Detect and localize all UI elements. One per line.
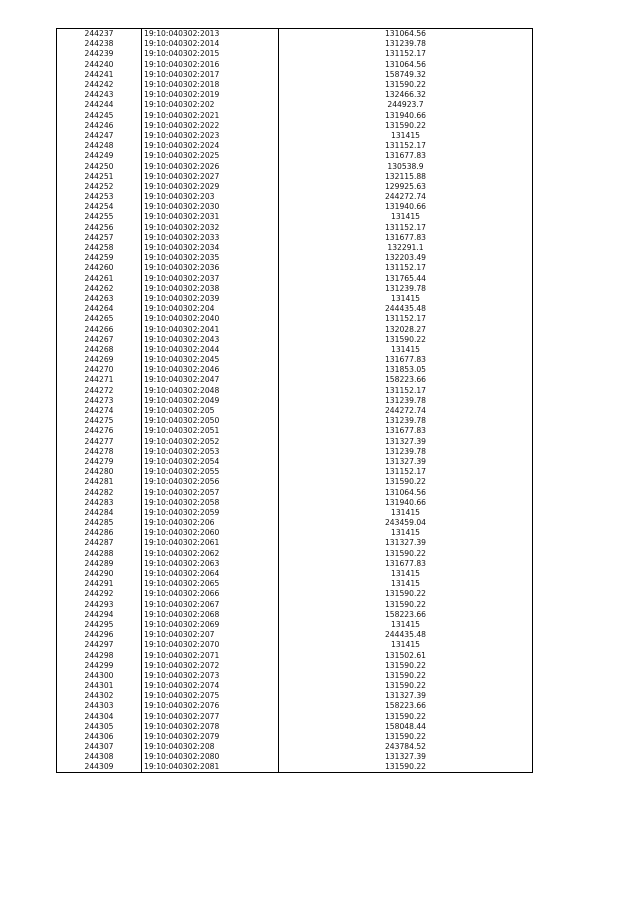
value-cell: 158048.44 <box>279 721 533 731</box>
row-number-cell: 244284 <box>57 507 142 517</box>
table-row <box>57 151 533 161</box>
table-row <box>57 681 533 691</box>
cadastral-number-cell: 19:10:040302:204 <box>142 304 279 314</box>
cadastral-number-cell: 19:10:040302:2047 <box>142 375 279 385</box>
table-row <box>57 752 533 762</box>
table-row <box>57 701 533 711</box>
table-row <box>57 365 533 375</box>
row-number-cell: 244300 <box>57 670 142 680</box>
row-number-cell: 244261 <box>57 273 142 283</box>
table-row <box>57 518 533 528</box>
value-cell: 158223.66 <box>279 701 533 711</box>
value-cell: 131415 <box>279 507 533 517</box>
table-row <box>57 141 533 151</box>
value-cell: 131152.17 <box>279 385 533 395</box>
table-row <box>57 69 533 79</box>
table-row <box>57 711 533 721</box>
row-number-cell: 244298 <box>57 650 142 660</box>
value-cell: 131327.39 <box>279 456 533 466</box>
cadastral-number-cell: 19:10:040302:2071 <box>142 650 279 660</box>
cadastral-number-cell: 19:10:040302:2045 <box>142 355 279 365</box>
row-number-cell: 244277 <box>57 436 142 446</box>
table-row <box>57 120 533 130</box>
row-number-cell: 244290 <box>57 568 142 578</box>
table-row <box>57 630 533 640</box>
cadastral-number-cell: 19:10:040302:2019 <box>142 90 279 100</box>
value-cell: 131415 <box>279 344 533 354</box>
table-row <box>57 640 533 650</box>
value-cell: 131940.66 <box>279 202 533 212</box>
value-cell: 158749.32 <box>279 69 533 79</box>
cadastral-number-cell: 19:10:040302:2043 <box>142 334 279 344</box>
row-number-cell: 244292 <box>57 589 142 599</box>
table-row <box>57 497 533 507</box>
row-number-cell: 244244 <box>57 100 142 110</box>
value-cell: 244923.7 <box>279 100 533 110</box>
table-row <box>57 344 533 354</box>
cadastral-number-cell: 19:10:040302:2072 <box>142 660 279 670</box>
value-cell: 131590.22 <box>279 660 533 670</box>
table-row <box>57 171 533 181</box>
table-row <box>57 405 533 415</box>
value-cell: 131590.22 <box>279 548 533 558</box>
row-number-cell: 244249 <box>57 151 142 161</box>
cadastral-number-cell: 19:10:040302:2059 <box>142 507 279 517</box>
value-cell: 131677.83 <box>279 355 533 365</box>
cadastral-number-cell: 19:10:040302:2048 <box>142 385 279 395</box>
value-cell: 129925.63 <box>279 181 533 191</box>
cadastral-number-cell: 19:10:040302:2076 <box>142 701 279 711</box>
value-cell: 130538.9 <box>279 161 533 171</box>
cadastral-number-cell: 19:10:040302:2049 <box>142 395 279 405</box>
value-cell: 244272.74 <box>279 192 533 202</box>
value-cell: 131415 <box>279 568 533 578</box>
value-cell: 132028.27 <box>279 324 533 334</box>
table-row <box>57 660 533 670</box>
value-cell: 131677.83 <box>279 426 533 436</box>
value-cell: 131590.22 <box>279 599 533 609</box>
cadastral-number-cell: 19:10:040302:2014 <box>142 39 279 49</box>
table-row <box>57 568 533 578</box>
value-cell: 131590.22 <box>279 79 533 89</box>
value-cell: 131152.17 <box>279 263 533 273</box>
table-row <box>57 507 533 517</box>
row-number-cell: 244296 <box>57 630 142 640</box>
cadastral-number-cell: 19:10:040302:2013 <box>142 29 279 39</box>
table-row <box>57 304 533 314</box>
cadastral-number-cell: 19:10:040302:2073 <box>142 670 279 680</box>
table-row <box>57 253 533 263</box>
row-number-cell: 244270 <box>57 365 142 375</box>
table-row <box>57 467 533 477</box>
row-number-cell: 244262 <box>57 283 142 293</box>
cadastral-number-cell: 19:10:040302:2053 <box>142 446 279 456</box>
row-number-cell: 244245 <box>57 110 142 120</box>
value-cell: 131064.56 <box>279 29 533 39</box>
value-cell: 131765.44 <box>279 273 533 283</box>
value-cell: 131590.22 <box>279 120 533 130</box>
value-cell: 131677.83 <box>279 232 533 242</box>
row-number-cell: 244308 <box>57 752 142 762</box>
value-cell: 243459.04 <box>279 518 533 528</box>
row-number-cell: 244297 <box>57 640 142 650</box>
row-number-cell: 244289 <box>57 558 142 568</box>
table-row <box>57 29 533 39</box>
cadastral-number-cell: 19:10:040302:2061 <box>142 538 279 548</box>
value-cell: 243784.52 <box>279 742 533 752</box>
row-number-cell: 244238 <box>57 39 142 49</box>
value-cell: 131940.66 <box>279 497 533 507</box>
row-number-cell: 244304 <box>57 711 142 721</box>
row-number-cell: 244303 <box>57 701 142 711</box>
row-number-cell: 244272 <box>57 385 142 395</box>
table-row <box>57 456 533 466</box>
row-number-cell: 244266 <box>57 324 142 334</box>
row-number-cell: 244260 <box>57 263 142 273</box>
row-number-cell: 244291 <box>57 579 142 589</box>
value-cell: 131590.22 <box>279 711 533 721</box>
table-row <box>57 181 533 191</box>
cadastral-number-cell: 19:10:040302:2069 <box>142 619 279 629</box>
row-number-cell: 244248 <box>57 141 142 151</box>
cadastral-number-cell: 19:10:040302:2046 <box>142 365 279 375</box>
table-row <box>57 334 533 344</box>
row-number-cell: 244274 <box>57 405 142 415</box>
table-row <box>57 609 533 619</box>
cadastral-number-cell: 19:10:040302:2067 <box>142 599 279 609</box>
table-row <box>57 202 533 212</box>
table-row <box>57 355 533 365</box>
value-cell: 244435.48 <box>279 630 533 640</box>
value-cell: 131415 <box>279 619 533 629</box>
value-cell: 131239.78 <box>279 446 533 456</box>
row-number-cell: 244239 <box>57 49 142 59</box>
row-number-cell: 244305 <box>57 721 142 731</box>
row-number-cell: 244280 <box>57 467 142 477</box>
row-number-cell: 244269 <box>57 355 142 365</box>
table-row <box>57 161 533 171</box>
row-number-cell: 244309 <box>57 762 142 772</box>
value-cell: 131590.22 <box>279 670 533 680</box>
value-cell: 132291.1 <box>279 242 533 252</box>
cadastral-number-cell: 19:10:040302:2050 <box>142 416 279 426</box>
cadastral-number-cell: 19:10:040302:202 <box>142 100 279 110</box>
value-cell: 131590.22 <box>279 762 533 772</box>
table-row <box>57 477 533 487</box>
row-number-cell: 244247 <box>57 130 142 140</box>
row-number-cell: 244279 <box>57 456 142 466</box>
cadastral-number-cell: 19:10:040302:2080 <box>142 752 279 762</box>
cadastral-number-cell: 19:10:040302:2018 <box>142 79 279 89</box>
table-row <box>57 385 533 395</box>
table-row <box>57 528 533 538</box>
value-cell: 244435.48 <box>279 304 533 314</box>
table-row <box>57 742 533 752</box>
table-row <box>57 130 533 140</box>
table-row <box>57 375 533 385</box>
row-number-cell: 244301 <box>57 681 142 691</box>
cadastral-number-cell: 19:10:040302:2036 <box>142 263 279 273</box>
table-row <box>57 731 533 741</box>
table-row <box>57 314 533 324</box>
cadastral-number-cell: 19:10:040302:2081 <box>142 762 279 772</box>
value-cell: 131239.78 <box>279 416 533 426</box>
cadastral-number-cell: 19:10:040302:2077 <box>142 711 279 721</box>
row-number-cell: 244275 <box>57 416 142 426</box>
row-number-cell: 244286 <box>57 528 142 538</box>
row-number-cell: 244271 <box>57 375 142 385</box>
cadastral-number-cell: 19:10:040302:2015 <box>142 49 279 59</box>
table-row <box>57 293 533 303</box>
table-row <box>57 721 533 731</box>
cadastral-number-cell: 19:10:040302:2065 <box>142 579 279 589</box>
row-number-cell: 244307 <box>57 742 142 752</box>
value-cell: 131327.39 <box>279 691 533 701</box>
row-number-cell: 244242 <box>57 79 142 89</box>
cadastral-number-cell: 19:10:040302:2075 <box>142 691 279 701</box>
row-number-cell: 244237 <box>57 29 142 39</box>
value-cell: 131064.56 <box>279 487 533 497</box>
row-number-cell: 244267 <box>57 334 142 344</box>
cadastral-number-cell: 19:10:040302:2027 <box>142 171 279 181</box>
value-cell: 131064.56 <box>279 59 533 69</box>
row-number-cell: 244243 <box>57 90 142 100</box>
value-cell: 131590.22 <box>279 589 533 599</box>
table-row <box>57 39 533 49</box>
table-row <box>57 395 533 405</box>
cadastral-number-cell: 19:10:040302:2033 <box>142 232 279 242</box>
cadastral-number-cell: 19:10:040302:2034 <box>142 242 279 252</box>
row-number-cell: 244294 <box>57 609 142 619</box>
row-number-cell: 244276 <box>57 426 142 436</box>
cadastral-number-cell: 19:10:040302:2041 <box>142 324 279 334</box>
value-cell: 131415 <box>279 640 533 650</box>
table-row <box>57 100 533 110</box>
cadastral-number-cell: 19:10:040302:2032 <box>142 222 279 232</box>
table-row <box>57 222 533 232</box>
value-cell: 131415 <box>279 528 533 538</box>
value-cell: 131590.22 <box>279 681 533 691</box>
row-number-cell: 244288 <box>57 548 142 558</box>
value-cell: 132203.49 <box>279 253 533 263</box>
cadastral-number-cell: 19:10:040302:2031 <box>142 212 279 222</box>
table-row <box>57 579 533 589</box>
cadastral-number-cell: 19:10:040302:2064 <box>142 568 279 578</box>
value-cell: 131327.39 <box>279 538 533 548</box>
row-number-cell: 244264 <box>57 304 142 314</box>
row-number-cell: 244282 <box>57 487 142 497</box>
cadastral-number-cell: 19:10:040302:2079 <box>142 731 279 741</box>
value-cell: 131327.39 <box>279 436 533 446</box>
row-number-cell: 244287 <box>57 538 142 548</box>
value-cell: 131415 <box>279 130 533 140</box>
value-cell: 131940.66 <box>279 110 533 120</box>
cadastral-number-cell: 19:10:040302:2078 <box>142 721 279 731</box>
row-number-cell: 244281 <box>57 477 142 487</box>
value-cell: 131853.05 <box>279 365 533 375</box>
table-row <box>57 110 533 120</box>
cadastral-number-cell: 19:10:040302:2016 <box>142 59 279 69</box>
table-row <box>57 650 533 660</box>
cadastral-number-cell: 19:10:040302:2021 <box>142 110 279 120</box>
cadastral-number-cell: 19:10:040302:2037 <box>142 273 279 283</box>
value-cell: 131152.17 <box>279 141 533 151</box>
cadastral-value-table <box>56 28 533 773</box>
cadastral-number-cell: 19:10:040302:2030 <box>142 202 279 212</box>
cadastral-number-cell: 19:10:040302:2062 <box>142 548 279 558</box>
row-number-cell: 244253 <box>57 192 142 202</box>
table-row <box>57 762 533 772</box>
cadastral-number-cell: 19:10:040302:206 <box>142 518 279 528</box>
value-cell: 132115.88 <box>279 171 533 181</box>
row-number-cell: 244251 <box>57 171 142 181</box>
cadastral-number-cell: 19:10:040302:2038 <box>142 283 279 293</box>
row-number-cell: 244268 <box>57 344 142 354</box>
cadastral-number-cell: 19:10:040302:2057 <box>142 487 279 497</box>
table-row <box>57 558 533 568</box>
cadastral-number-cell: 19:10:040302:2066 <box>142 589 279 599</box>
cadastral-number-cell: 19:10:040302:2058 <box>142 497 279 507</box>
row-number-cell: 244241 <box>57 69 142 79</box>
cadastral-number-cell: 19:10:040302:2024 <box>142 141 279 151</box>
cadastral-number-cell: 19:10:040302:2022 <box>142 120 279 130</box>
row-number-cell: 244299 <box>57 660 142 670</box>
cadastral-number-cell: 19:10:040302:2023 <box>142 130 279 140</box>
cadastral-number-cell: 19:10:040302:2055 <box>142 467 279 477</box>
value-cell: 158223.66 <box>279 609 533 619</box>
value-cell: 131239.78 <box>279 39 533 49</box>
table-row <box>57 90 533 100</box>
cadastral-number-cell: 19:10:040302:2040 <box>142 314 279 324</box>
row-number-cell: 244278 <box>57 446 142 456</box>
value-cell: 131239.78 <box>279 395 533 405</box>
table-row <box>57 599 533 609</box>
cadastral-number-cell: 19:10:040302:2017 <box>142 69 279 79</box>
value-cell: 158223.66 <box>279 375 533 385</box>
cadastral-number-cell: 19:10:040302:205 <box>142 405 279 415</box>
row-number-cell: 244257 <box>57 232 142 242</box>
table-row <box>57 548 533 558</box>
row-number-cell: 244263 <box>57 293 142 303</box>
cadastral-number-cell: 19:10:040302:2070 <box>142 640 279 650</box>
table-body <box>57 29 533 773</box>
cadastral-number-cell: 19:10:040302:2044 <box>142 344 279 354</box>
cadastral-number-cell: 19:10:040302:2051 <box>142 426 279 436</box>
value-cell: 131152.17 <box>279 49 533 59</box>
cadastral-number-cell: 19:10:040302:2068 <box>142 609 279 619</box>
row-number-cell: 244265 <box>57 314 142 324</box>
cadastral-number-cell: 19:10:040302:2054 <box>142 456 279 466</box>
value-cell: 131502.61 <box>279 650 533 660</box>
row-number-cell: 244255 <box>57 212 142 222</box>
table-row <box>57 49 533 59</box>
table-row <box>57 324 533 334</box>
table-row <box>57 538 533 548</box>
table-row <box>57 589 533 599</box>
row-number-cell: 244258 <box>57 242 142 252</box>
table-row <box>57 263 533 273</box>
row-number-cell: 244302 <box>57 691 142 701</box>
row-number-cell: 244259 <box>57 253 142 263</box>
row-number-cell: 244295 <box>57 619 142 629</box>
value-cell: 244272.74 <box>279 405 533 415</box>
cadastral-number-cell: 19:10:040302:2035 <box>142 253 279 263</box>
value-cell: 131590.22 <box>279 731 533 741</box>
value-cell: 131415 <box>279 293 533 303</box>
value-cell: 131239.78 <box>279 283 533 293</box>
row-number-cell: 244254 <box>57 202 142 212</box>
table-row <box>57 436 533 446</box>
cadastral-number-cell: 19:10:040302:2025 <box>142 151 279 161</box>
table-row <box>57 691 533 701</box>
row-number-cell: 244293 <box>57 599 142 609</box>
row-number-cell: 244240 <box>57 59 142 69</box>
value-cell: 131415 <box>279 212 533 222</box>
row-number-cell: 244306 <box>57 731 142 741</box>
table-row <box>57 416 533 426</box>
table-row <box>57 212 533 222</box>
table-row <box>57 487 533 497</box>
row-number-cell: 244246 <box>57 120 142 130</box>
table-row <box>57 670 533 680</box>
row-number-cell: 244273 <box>57 395 142 405</box>
cadastral-number-cell: 19:10:040302:2074 <box>142 681 279 691</box>
cadastral-number-cell: 19:10:040302:2029 <box>142 181 279 191</box>
row-number-cell: 244252 <box>57 181 142 191</box>
value-cell: 131327.39 <box>279 752 533 762</box>
table-row <box>57 273 533 283</box>
table-row <box>57 192 533 202</box>
value-cell: 131152.17 <box>279 222 533 232</box>
row-number-cell: 244283 <box>57 497 142 507</box>
table-row <box>57 79 533 89</box>
value-cell: 131152.17 <box>279 314 533 324</box>
table-row <box>57 619 533 629</box>
table-row <box>57 232 533 242</box>
cadastral-number-cell: 19:10:040302:2026 <box>142 161 279 171</box>
cadastral-number-cell: 19:10:040302:2060 <box>142 528 279 538</box>
value-cell: 131152.17 <box>279 467 533 477</box>
cadastral-number-cell: 19:10:040302:2039 <box>142 293 279 303</box>
cadastral-number-cell: 19:10:040302:2063 <box>142 558 279 568</box>
value-cell: 131590.22 <box>279 334 533 344</box>
cadastral-number-cell: 19:10:040302:2052 <box>142 436 279 446</box>
cadastral-number-cell: 19:10:040302:208 <box>142 742 279 752</box>
table-row <box>57 426 533 436</box>
value-cell: 131677.83 <box>279 558 533 568</box>
table-row <box>57 283 533 293</box>
value-cell: 131590.22 <box>279 477 533 487</box>
cadastral-number-cell: 19:10:040302:2056 <box>142 477 279 487</box>
table-row <box>57 446 533 456</box>
row-number-cell: 244250 <box>57 161 142 171</box>
cadastral-number-cell: 19:10:040302:203 <box>142 192 279 202</box>
value-cell: 131415 <box>279 579 533 589</box>
table-row <box>57 59 533 69</box>
table-row <box>57 242 533 252</box>
value-cell: 131677.83 <box>279 151 533 161</box>
row-number-cell: 244256 <box>57 222 142 232</box>
row-number-cell: 244285 <box>57 518 142 528</box>
cadastral-number-cell: 19:10:040302:207 <box>142 630 279 640</box>
value-cell: 132466.32 <box>279 90 533 100</box>
